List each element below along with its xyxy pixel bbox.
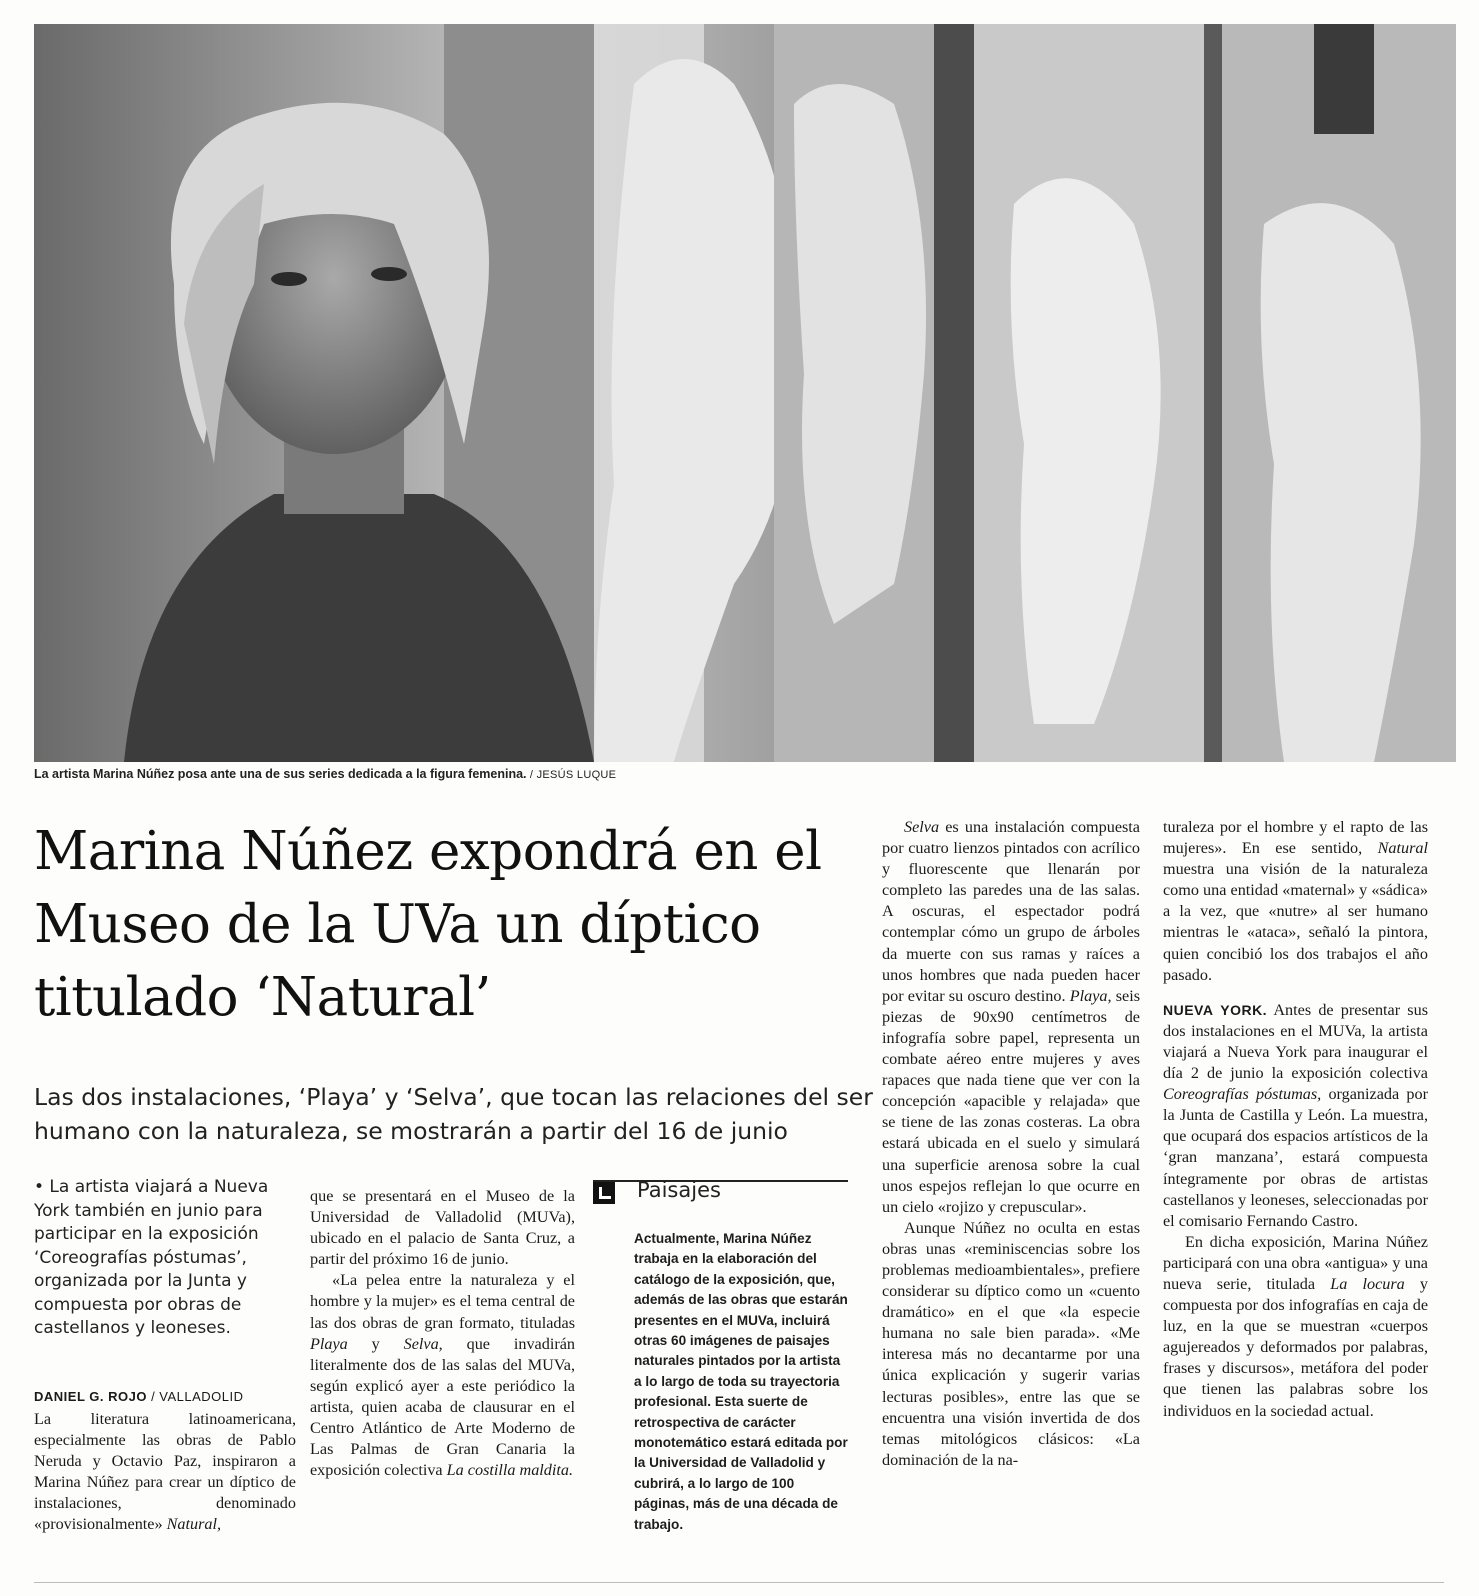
text-run: es una instalación compuesta por cuatro lienzos pintados con acrílico y fluorescente que llenarán por completo las paredes una de las salas. A oscuras, el espectador podrá contemplar cómo un grupo de árboles da muerte con sus ramas y raíces a unos hombres que nada pueden hacer por evitar su oscuro destino. — [882, 818, 1140, 1005]
text-run: seis piezas de 90x90 centímetros de infografía sobre papel, representa un combate aéreo entre mujeres y aves rapaces que nada tiene que ver con la concepción «apacible y relajada» que se tiene de las zonas costeras. La obra estará ubicada en el suelo y simulará una superficie arenosa sobre la cual unos espejos reflejan lo que ocurre en un cielo «rojizo y crepuscular». — [882, 986, 1140, 1216]
subheadline: Las dos instalaciones, ‘Playa’ y ‘Selva’, que tocan las relaciones del ser humano con la naturaleza, se mostrarán a partir del 16 de junio — [34, 1083, 873, 1145]
italic-title: Selva, — [403, 1334, 443, 1353]
text-run: En dicha exposición, Marina Núñez participará con una obra «antigua» y una nueva serie, titulada — [1163, 1232, 1428, 1293]
text-run: La literatura latinoamericana, especialmente las obras de Pablo Neruda y Octavio Paz, inspiraron a Marina Núñez para crear un díptico de instalaciones, denominado «provisionalmente» — [34, 1410, 296, 1534]
summary-bullet: • La artista viajará a Nueva York también en junio para participar en la exposición ‘Coreografías póstumas’, organizada por la Junta y compuesta por obras de castellanos y leoneses. — [34, 1177, 269, 1338]
paragraph — [1163, 1000, 1428, 1232]
text-run: que invadirán literalmente dos de las salas del MUVa, según explicó ayer a este periódico la artista, quien acaba de clausurar en el Centro Atlántico de Arte Moderno de Las Palmas de Gran Canaria la exposición colectiva — [310, 1334, 575, 1480]
column-1 — [34, 1409, 296, 1536]
sidebar-box-header — [593, 1180, 848, 1212]
sidebar-box-text: Actualmente, Marina Núñez trabaja en la elaboración del catálogo de la exposición, que, además de las obras que estarán presentes en el MUVa, incluirá otras 60 imágenes de paisajes naturales pintados por la artista a lo largo de toda su trayectoria profesional. Esta suerte de retrospectiva de carácter monotemático estará editada por la Universidad de Valladolid y cubrirá, a lo largo de 100 páginas, más de una década de trabajo. — [634, 1231, 848, 1532]
paragraph — [34, 1409, 296, 1536]
italic-title: Selva — [904, 818, 940, 836]
column-3 — [882, 817, 1140, 1471]
column-2 — [310, 1186, 575, 1481]
paragraph — [310, 1270, 575, 1481]
byline-place: / VALLADOLID — [146, 1389, 244, 1404]
byline — [34, 1389, 296, 1404]
paragraph — [1163, 817, 1428, 986]
paragraph — [1163, 1232, 1428, 1422]
paragraph: que se presentará en el Museo de la Universidad de Valladolid (MUVa), ubicado en el palacio de Santa Cruz, a partir del próximo 16 de junio. — [310, 1187, 575, 1269]
paragraph: Aunque Núñez no oculta en estas obras unas «reminiscencias sobre los problemas medioambientales», prefiere considerar su díptico como un «cuento dramático» en el que «la especie humana no sale bien parada». «Me interesa más no decantarme por una única explicación y sugerir varias lecturas posibles», entre las que se encuentra una visión invertida de dos temas mitológicos clásicos: «La dominación de la na- — [882, 1218, 1140, 1469]
text-run: «La pelea entre la naturaleza y el hombre y la mujer» es el tema central de las dos obras de gran formato, tituladas — [310, 1271, 575, 1332]
italic-title: Playa — [310, 1334, 348, 1353]
column-4 — [1163, 817, 1428, 1422]
photo-credit: / JESÚS LUQUE — [526, 769, 617, 781]
paragraph — [882, 817, 1140, 1218]
italic-title: La locura — [1330, 1274, 1405, 1293]
italic-title: La costilla maldita. — [446, 1461, 574, 1480]
italic-title: Natural — [1377, 839, 1428, 858]
section-logo-icon — [593, 1182, 615, 1204]
bottom-rule — [34, 1582, 1444, 1583]
text-run: y — [347, 1334, 404, 1353]
byline-author: DANIEL G. ROJO — [34, 1389, 147, 1404]
text-run: turaleza por el hombre y el rapto de las mujeres». En ese sentido, — [1163, 818, 1428, 858]
text-run: Antes de presentar sus dos instalaciones en el MUVa, la artista viajará a Nueva York para inaugurar el día 2 de junio la exposición colectiva — [1163, 1000, 1428, 1083]
sidebar-box-heading: Paisajes — [637, 1178, 721, 1202]
headline: Marina Núñez expondrá en el Museo de la UVa un díptico titulado ‘Natural’ — [34, 821, 822, 1028]
article-photo — [34, 24, 1456, 762]
caption-text: La artista Marina Núñez posa ante una de sus series dedicada a la figura femenina. — [34, 767, 527, 781]
text-run: muestra una visión de la naturaleza como una entidad «maternal» y «sádica» a la vez, que «nutre» al ser humano mientras le «ataca», señaló la pintora, quien concibió los dos trabajos el año pasado. — [1163, 860, 1428, 984]
text-run: y compuesta por dos infografías en caja de luz, en la que se muestran «cuerpos agujereados y deformados por palabras, frases y discursos», metáfora del poder que tienen las palabras sobre los individuos en la sociedad actual. — [1163, 1274, 1428, 1420]
section-lead: NUEVA YORK. — [1163, 1001, 1268, 1018]
photograph-woman-before-paintings-icon — [34, 24, 1456, 762]
italic-title: Playa, — [1069, 986, 1112, 1005]
text-run: organizada por la Junta de Castilla y León. La muestra, que ocupará dos espacios artísticos de la ‘gran manzana’, estará compuesta íntegramente por obras de artistas castellanos y leoneses, seleccionadas por el comisario Fernando Castro. — [1163, 1085, 1428, 1230]
italic-title: Natural, — [166, 1515, 222, 1534]
italic-title: Coreografías póstumas, — [1163, 1085, 1322, 1104]
photo-caption — [34, 767, 616, 781]
